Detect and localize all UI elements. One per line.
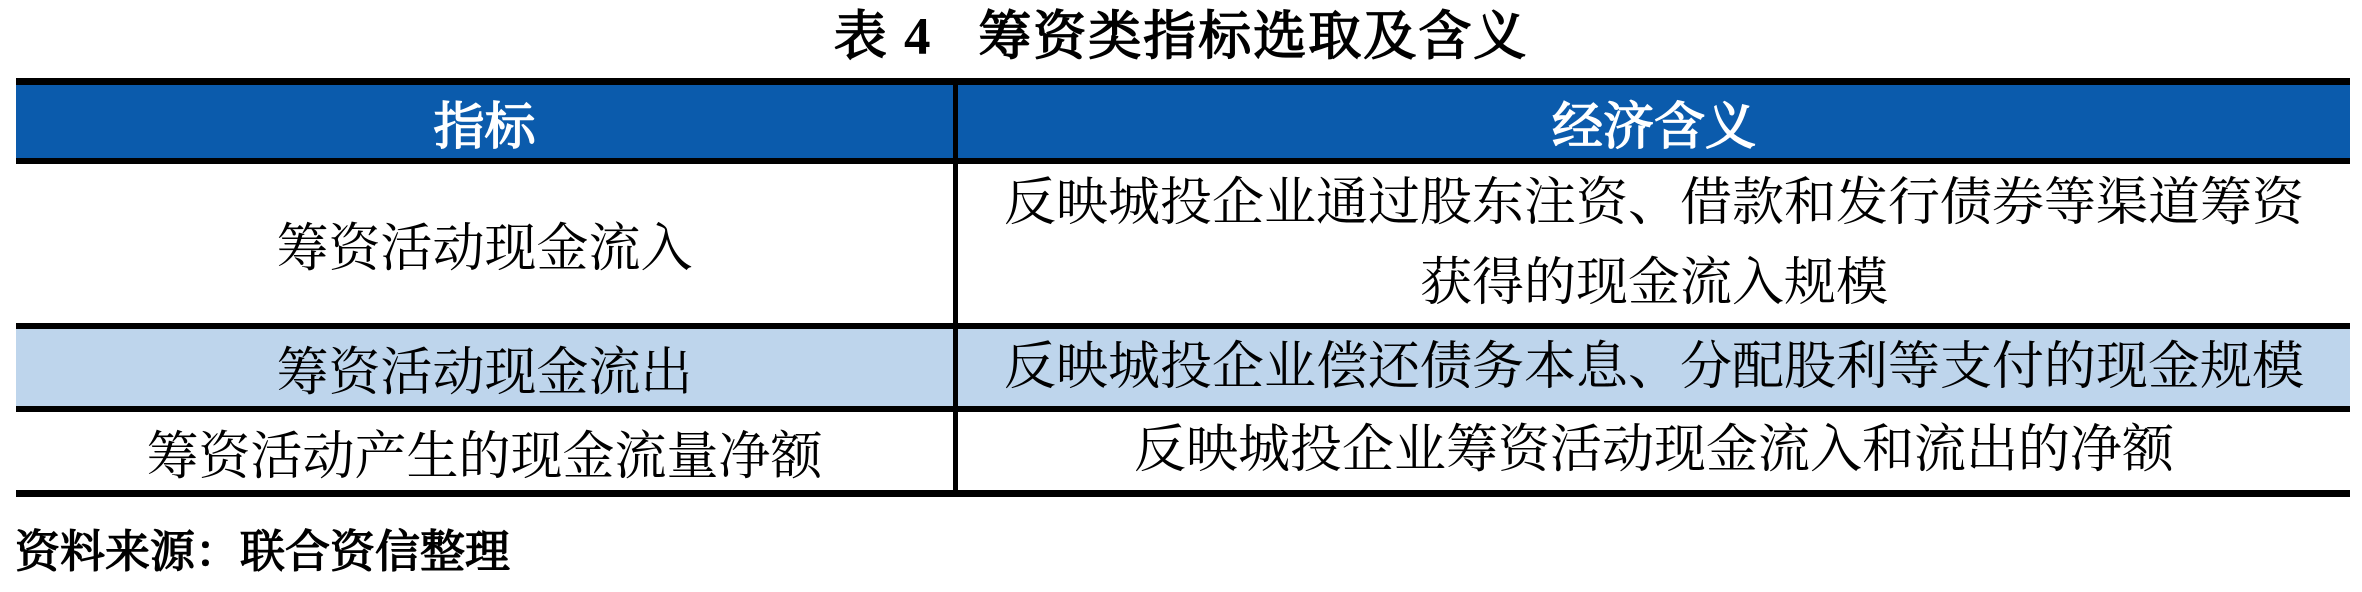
- meaning-line: 反映城投企业偿还债务本息、分配股利等支付的现金规模: [1003, 338, 2304, 396]
- meaning-text: [1004, 164, 2304, 324]
- meaning-line: 获得的现金流入规模: [1419, 254, 1888, 312]
- meaning-text: [1004, 328, 2304, 408]
- indicator-cell: 筹资活动现金流出: [276, 345, 693, 402]
- table-row: [16, 412, 2350, 497]
- meaning-cell: [953, 329, 2350, 406]
- indicator-cell: 筹资活动产生的现金流量净额: [146, 428, 823, 486]
- header-cell-indicator: 指标: [433, 99, 536, 156]
- meaning-cell: [953, 164, 2350, 323]
- meaning-line: 反映城投企业通过股东注资、借款和发行债券等渠道筹资: [1003, 174, 2304, 232]
- table-row: [16, 164, 2350, 329]
- indicator-cell: 筹资活动现金流入: [276, 221, 693, 278]
- financing-indicators-table: [16, 78, 2350, 497]
- source-note: 资料来源：联合资信整理: [15, 527, 511, 577]
- table-header-row: [16, 85, 2350, 164]
- meaning-cell: [953, 412, 2350, 490]
- meaning-line: 反映城投企业筹资活动现金流入和流出的净额: [1133, 422, 2174, 479]
- meaning-text: [1134, 411, 2174, 491]
- header-cell-meaning: 经济含义: [953, 85, 2350, 158]
- table-title: 表 4 筹资类指标选取及含义: [833, 8, 1529, 66]
- table-row-highlighted: [16, 329, 2350, 412]
